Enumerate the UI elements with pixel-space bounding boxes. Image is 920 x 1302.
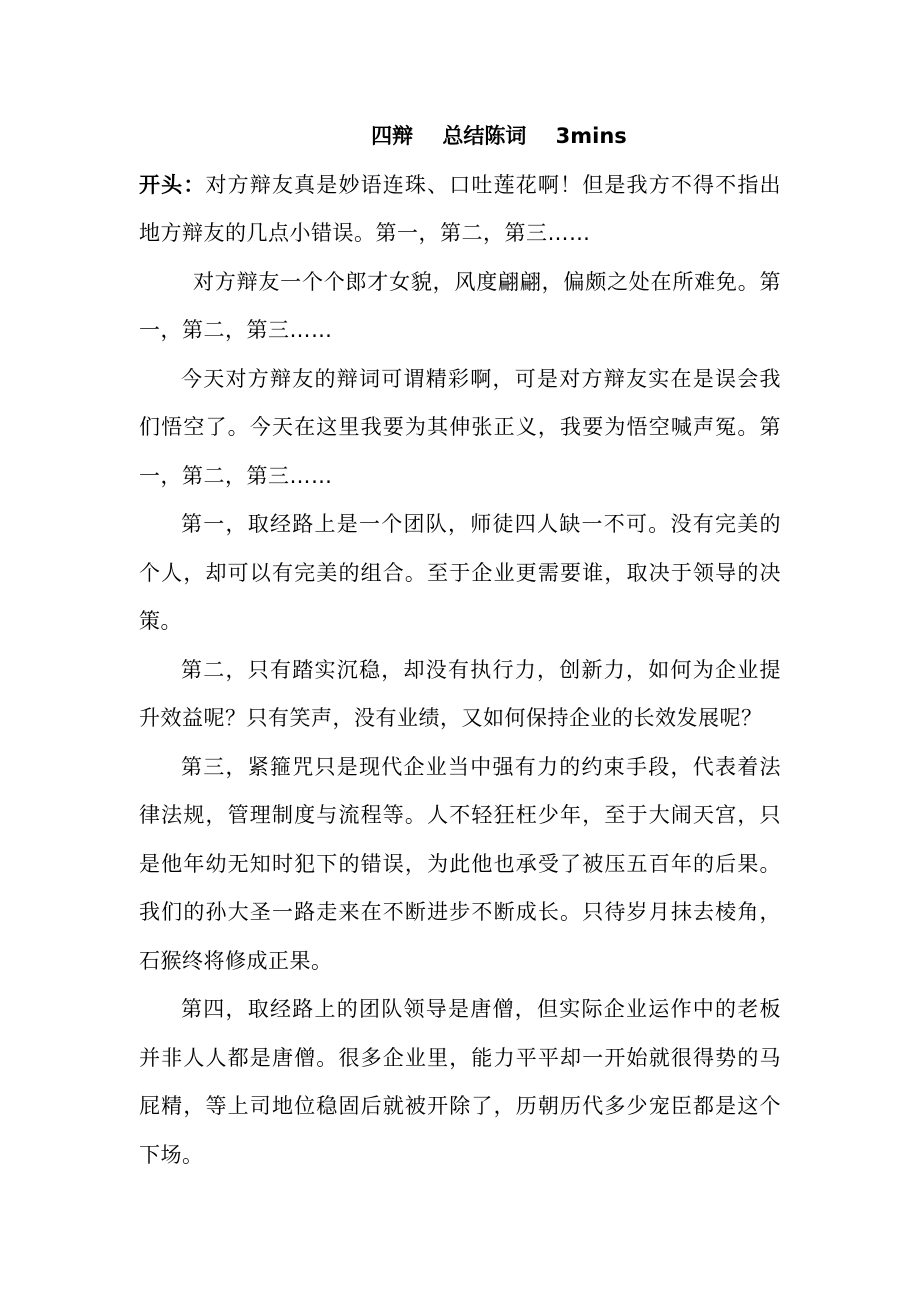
paragraph-defense: 今天对方辩友的辩词可谓精彩啊，可是对方辩友实在是误会我们悟空了。今天在这里我要为其伸张正义，我要为悟空喊声冤。第一，第二，第三…… <box>139 366 781 488</box>
paragraph-point-four: 第四，取经路上的团队领导是唐僧，但实际企业运作中的老板并非人人都是唐僧。很多企业里，能力平平却一开始就很得势的马屁精，等上司地位稳固后就被开除了，历朝历代多少宠臣都是这个下场。 <box>139 997 781 1167</box>
opening-paragraph <box>139 161 781 258</box>
opening-text: 对方辩友真是妙语连珠、口吐莲花啊！但是我方不得不指出地方辩友的几点小错误。第一，第二，第三…… <box>139 172 781 245</box>
paragraph-point-three: 第三，紧箍咒只是现代企业当中强有力的约束手段，代表着法律法规，管理制度与流程等。人不轻狂枉少年，至于大闹天宫，只是他年幼无知时犯下的错误，为此他也承受了被压五百年的后果。我们的孙大圣一路走来在不断进步不断成长。只待岁月抹去棱角，石猴终将修成正果。 <box>139 754 781 973</box>
paragraph-point-one: 第一，取经路上是一个团队，师徒四人缺一不可。没有完美的个人，却可以有完美的组合。至于企业更需要谁，取决于领导的决策。 <box>139 512 781 633</box>
paragraph-point-two: 第二，只有踏实沉稳，却没有执行力，创新力，如何为企业提升效益呢？只有笑声，没有业绩，又如何保持企业的长效发展呢？ <box>139 657 781 730</box>
paragraph-compliment: 对方辩友一个个郎才女貌，风度翩翩，偏颇之处在所难免。第一，第二，第三…… <box>139 269 781 342</box>
document-body <box>139 112 781 1179</box>
opening-label: 开头： <box>139 172 206 197</box>
document-title: 四辩 总结陈词 3mins <box>371 124 627 148</box>
